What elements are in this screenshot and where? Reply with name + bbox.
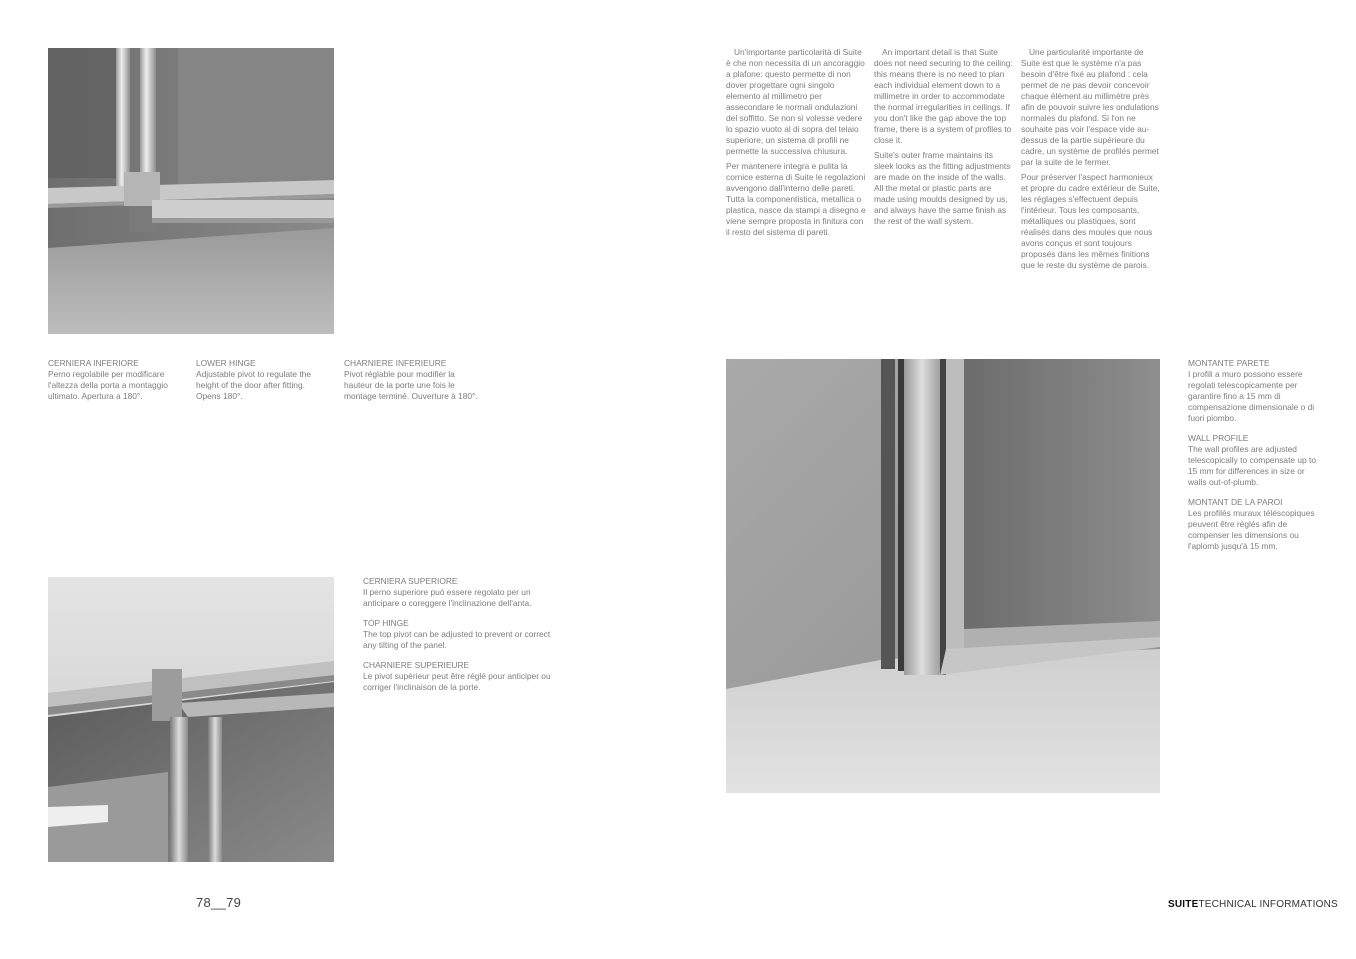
intro-paragraph: Une particularité importante de Suite est que le système n'a pas besoin d'être fixé au plafond : cela permet de ne pas devoir concevoir chaque élément au millimètre près afin de pouvoir suivre les ondulations normales du plafond. Si l'on ne souhaite pas voir l'espace vide au-dessus de la partie supérieure du cadre, un système de profilés permet par la suite de le fermer. <box>1021 47 1159 167</box>
caption-lower-hinge-it <box>48 358 176 402</box>
caption-title-it: CERNIERA SUPERIORE <box>363 576 458 586</box>
caption-body-fr: Les profilés muraux téléscopiques peuvent être réglés afin de compenser les dimensions ou l'aplomb jusqu'à 15 mm. <box>1188 508 1315 551</box>
caption-title-fr: MONTANT DE LA PAROI <box>1188 497 1283 507</box>
caption-wall-profile <box>1188 358 1318 552</box>
intro-paragraph: Un'importante particolarità di Suite è che non necessita di un ancoraggio a plafone: questo permette di non dover progettare ogni singolo elemento al millimetro per assecondare le normali ondulazioni del soffitto. Se non si volesse vedere lo spazio vuoto al di sopra del telaio superiore, un sistema di profili ne permette la successiva chiusura. <box>726 47 865 156</box>
caption-body: Pivot réglable pour modifier la hauteur de la porte une fois le montage terminé. Ouverture à 180°. <box>344 369 478 401</box>
caption-body-it: I profili a muro possono essere regolati telescopicamente per garantire fino a 15 mm di compensazione dimensionale o di fuori piombo. <box>1188 369 1315 423</box>
caption-lower-hinge-fr <box>344 358 484 402</box>
caption-lower-hinge-en <box>196 358 318 402</box>
brand-name: SUITE <box>1168 899 1199 910</box>
caption-body-en: The wall profiles are adjusted telescopically to compensate up to 15 mm for differences in size or walls out-of-plumb. <box>1188 444 1317 487</box>
brand-subtitle: TECHNICAL INFORMATIONS <box>1198 899 1338 910</box>
caption-title: CERNIERA INFERIORE <box>48 358 139 368</box>
intro-column-fr <box>1021 47 1161 275</box>
caption-title-it: MONTANTE PARETE <box>1188 358 1270 368</box>
intro-column-en <box>874 47 1014 231</box>
intro-column-it <box>726 47 866 242</box>
caption-body-it: Il perno superiore può essere regolato per un anticipare o coreggere l'inclinazione dell'anta. <box>363 587 532 608</box>
photo-lower-hinge <box>48 48 334 334</box>
photo-wall-profile <box>726 359 1160 793</box>
footer-brand <box>1168 899 1338 910</box>
caption-title: LOWER HINGE <box>196 358 256 368</box>
intro-paragraph: Per mantenere integra e pulita la cornice esterna di Suite le regolazioni avvengono dall'interno delle pareti. Tutta la componentistica, metallica o plastica, nasce da stampi a disegno e viene sempre proposta in finitura con il resto del sistema di pareti. <box>726 161 866 237</box>
caption-body: Perno regolabile per modificare l'altezza della porta a montaggio ultimato. Apertura a 180°. <box>48 369 168 401</box>
caption-title: CHARNIERE INFERIEURE <box>344 358 447 368</box>
caption-body: Adjustable pivot to regulate the height of the door after fitting. Opens 180°. <box>196 369 312 401</box>
caption-title-fr: CHARNIERE SUPERIEURE <box>363 660 470 670</box>
intro-paragraph: Suite's outer frame maintains its sleek looks as the fitting adjustments are made on the inside of the walls. All the metal or plastic parts are made using moulds designed by us, and always have the same finish as the rest of the wall system. <box>874 150 1011 226</box>
photo-top-hinge <box>48 577 334 862</box>
caption-body-en: The top pivot can be adjusted to prevent or correct any tilting of the panel. <box>363 629 551 650</box>
intro-paragraph: Pour préserver l'aspect harmonieux et propre du cadre extérieur de Suite, les réglages s'effectuent depuis l'intérieur. Tous les composants, métalliques ou plastiques, sont réalisés dans des moules que nous avons conçus et sont toujours proposés dans les mêmes finitions que le reste du système de parois. <box>1021 172 1160 270</box>
intro-paragraph: An important detail is that Suite does not need securing to the ceiling: this means there is no need to plan each individual element down to a millimetre in order to accommodate the normal irregularities in ceilings. If you don't like the gap above the top frame, there is a system of profiles to close it. <box>874 47 1013 145</box>
caption-title-en: TOP HINGE <box>363 618 409 628</box>
caption-title-en: WALL PROFILE <box>1188 433 1249 443</box>
caption-body-fr: Le pivot supérieur peut être réglé pour anticiper ou corriger l'inclinaison de la porte. <box>363 671 551 692</box>
page-numbers: 78__79 <box>196 895 242 910</box>
caption-top-hinge <box>363 576 559 693</box>
